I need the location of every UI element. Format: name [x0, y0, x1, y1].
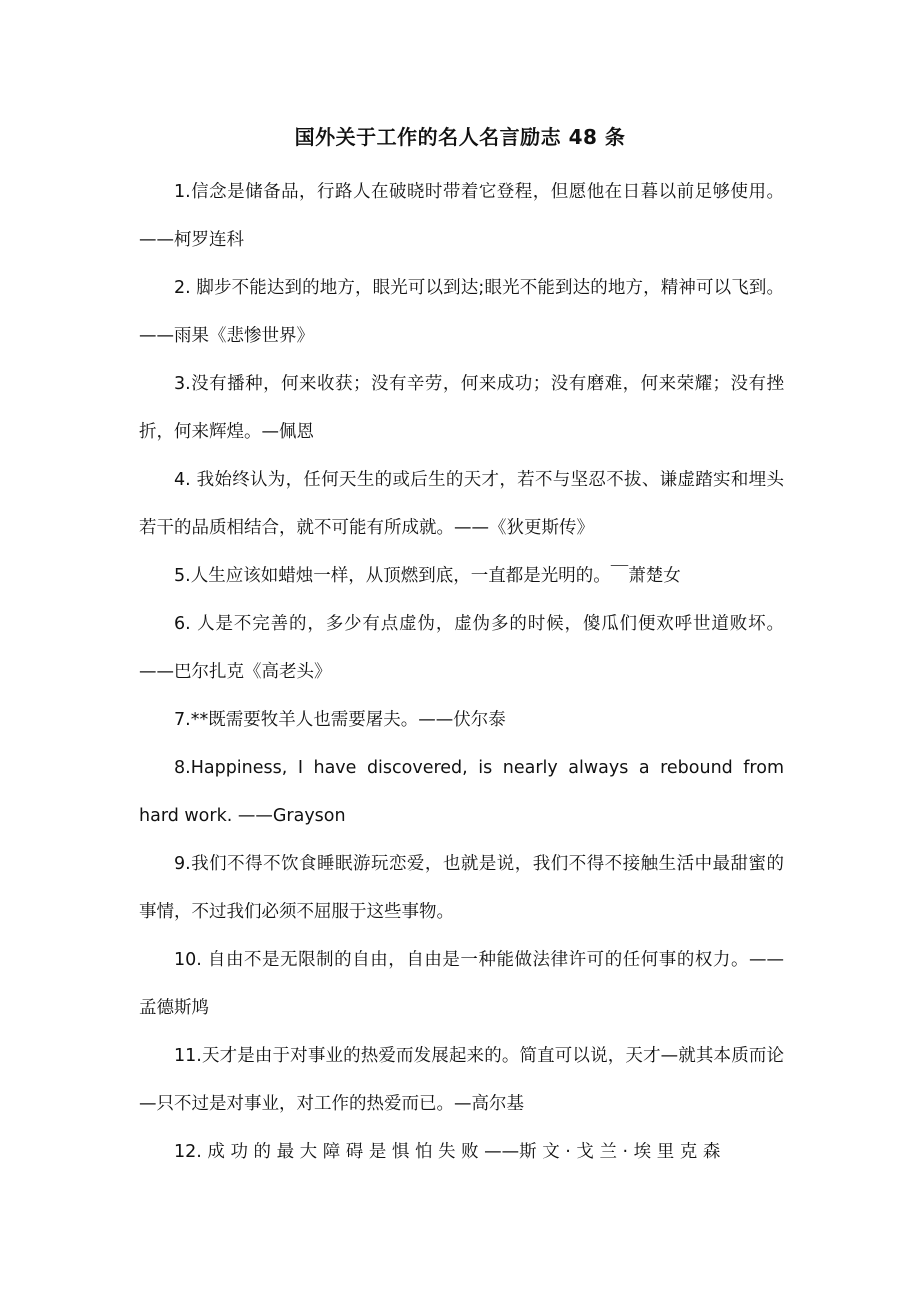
quote-paragraph-8: 8.Happiness, I have discovered, is nearly always a rebound from hard work. ——Grayson: [139, 758, 784, 826]
document-body: [139, 168, 784, 1176]
quote-paragraph-6: 6. 人是不完善的，多少有点虚伪，虚伪多的时候，傻瓜们便欢呼世道败坏。——巴尔扎克《高老头》: [139, 614, 784, 682]
quote-paragraph-10: 10. 自由不是无限制的自由，自由是一种能做法律许可的任何事的权力。——孟德斯鸠: [139, 950, 784, 1018]
quote-paragraph-3: 3.没有播种，何来收获；没有辛劳，何来成功；没有磨难，何来荣耀；没有挫折，何来辉煌。—佩恩: [139, 374, 784, 442]
quote-paragraph-11: 11.天才是由于对事业的热爱而发展起来的。简直可以说，天才—就其本质而论—只不过是对事业，对工作的热爱而已。—高尔基: [139, 1046, 784, 1114]
quote-paragraph-5: 5.人生应该如蜡烛一样，从顶燃到底，一直都是光明的。￣萧楚女: [174, 566, 681, 586]
quote-paragraph-12: 12. 成 功 的 最 大 障 碍 是 惧 怕 失 败 ——斯 文 · 戈 兰 · 埃 里 克 森: [174, 1142, 721, 1162]
document-title: 国外关于工作的名人名言励志 48 条: [294, 125, 626, 149]
quote-paragraph-9: 9.我们不得不饮食睡眠游玩恋爱，也就是说，我们不得不接触生活中最甜蜜的事情，不过我们必须不屈服于这些事物。: [139, 854, 784, 922]
quote-paragraph-2: 2. 脚步不能达到的地方，眼光可以到达;眼光不能到达的地方，精神可以飞到。——雨果《悲惨世界》: [139, 278, 784, 346]
quote-paragraph-1: 1.信念是储备品，行路人在破晓时带着它登程，但愿他在日暮以前足够使用。——柯罗连科: [139, 182, 784, 250]
quote-paragraph-4: 4. 我始终认为，任何天生的或后生的天才，若不与坚忍不拔、谦虚踏实和埋头若干的品质相结合，就不可能有所成就。——《狄更斯传》: [139, 470, 784, 538]
quote-paragraph-7: 7.**既需要牧羊人也需要屠夫。——伏尔泰: [174, 710, 506, 730]
